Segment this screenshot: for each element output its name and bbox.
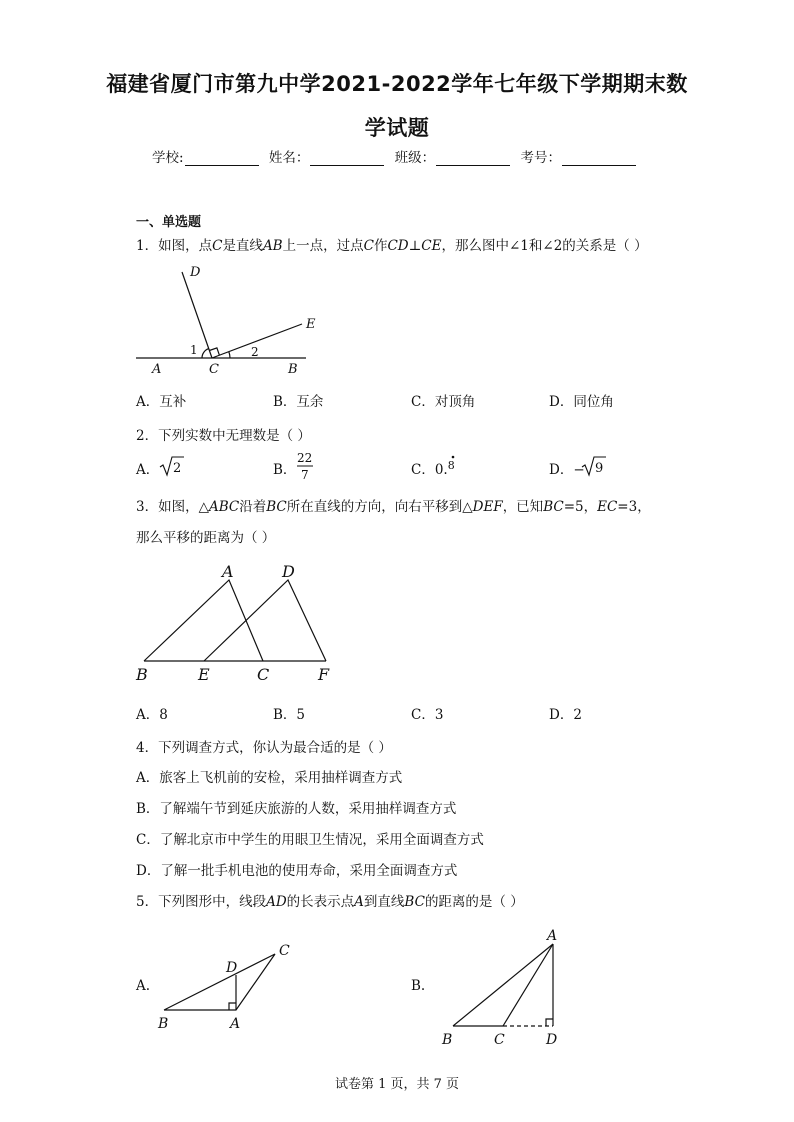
q1-var-ab: AB [262,238,283,254]
q3-text-a: 3．如图，△ [136,499,209,515]
q1-label-angle-2: 2 [251,345,259,359]
q2-option-d-radicand: 9 [595,461,604,476]
q5-text-b: 的长表示点 [286,894,355,910]
q2-option-c-repeating-digit: 8 [447,459,455,472]
q1-option-c[interactable]: C．对顶角 [411,394,476,410]
q1-label-angle-1: 1 [190,343,198,357]
q5-text-c: 到直线 [363,894,405,910]
q3-text-d: ，已知 [502,499,544,515]
q3-var-ec: EC [597,499,618,515]
q4-option-c[interactable]: C．了解北京市中学生的用眼卫生情况，采用全面调查方式 [136,832,484,848]
q5b-label-c: C [494,1032,505,1048]
q3-label-c: C [257,665,270,684]
q3-text-c: 所在直线的方向，向右平移到△ [286,499,473,515]
q3-label-d: D [282,562,295,581]
q1-text-c: 上一点，过点 [282,238,364,254]
q4-option-d[interactable]: D．了解一批手机电池的使用寿命，采用全面调查方式 [136,863,458,879]
q3-var-bc-2: BC [543,499,564,515]
q2-option-b-numerator: 22 [297,451,313,465]
q1-text-e: ，那么图中∠1和∠2的关系是（ ） [441,238,648,254]
exam-title-line-1: 福建省厦门市第九中学2021-2022学年七年级下学期期末数 [106,72,688,96]
q3-text-e: =5， [563,499,598,515]
q5a-label-d: D [226,960,238,976]
q1-text-d: 作 [373,238,388,254]
q5b-label-d: D [546,1032,558,1048]
q3-option-a[interactable]: A．8 [136,707,168,723]
q2-option-c-value: 0. [434,462,448,478]
q5-text-d: 的距离的是（ ） [424,894,524,910]
q2-option-a-label: A． [136,462,160,478]
q3-option-b[interactable]: B．5 [273,707,306,723]
q3-text-f: =3， [617,499,651,515]
q3-var-bc: BC [266,499,287,515]
question-4-stem: 4．下列调查方式，你认为最合适的是（ ） [136,740,392,756]
q3-text-b: 沿着 [239,499,267,515]
q5-var-bc: BC [404,894,425,910]
q3-label-f: F [318,665,330,684]
q5-option-a[interactable]: A. [136,978,151,994]
school-label: 学校: [152,150,184,166]
name-label: 姓名： [268,150,310,166]
q3-var-abc: ABC [208,499,240,515]
q3-label-b: B [136,665,148,684]
q1-label-e: E [306,317,316,332]
q1-option-b[interactable]: B．互余 [273,394,324,410]
q1-label-c: C [209,362,219,377]
q1-var-cdce: CD⊥CE [387,238,442,254]
q5b-segment-ba [453,944,553,1026]
q1-label-a: A [152,362,162,377]
q2-option-b-denominator: 7 [301,468,309,482]
q1-option-a[interactable]: A．互补 [136,394,187,410]
class-label: 班级： [394,150,436,166]
q1-label-b: B [288,362,298,377]
q5a-label-c: C [279,943,290,959]
q1-text-b: 是直线 [222,238,263,254]
q2-option-d-label: D． [549,462,574,478]
question-3-stem-line-2: 那么平移的距离为（ ） [136,530,276,546]
q1-var-c-2: C [363,238,374,254]
q5a-label-a: A [230,1016,241,1032]
q4-option-a[interactable]: A．旅客上飞机前的安检，采用抽样调查方式 [136,770,403,786]
id-label: 考号： [520,150,561,166]
q1-var-c: C [212,238,223,254]
q3-option-c[interactable]: C．3 [411,707,444,723]
q5b-label-b: B [442,1032,453,1048]
q5b-segment-ca [503,944,553,1026]
page-footer: 试卷第 1 页，共 7 页 [334,1077,460,1092]
question-2-stem: 2．下列实数中无理数是（ ） [136,428,311,444]
q1-label-d: D [190,265,201,280]
q5-text-a: 5．下列图形中，线段 [136,894,267,910]
q3-label-e: E [198,665,210,684]
q4-option-b[interactable]: B．了解端午节到延庆旅游的人数，采用抽样调查方式 [136,801,457,817]
q3-label-a: A [222,562,234,581]
exam-title-line-2: 学试题 [364,116,430,140]
q2-option-d-minus: − [573,462,585,478]
q5-option-b[interactable]: B. [411,978,426,994]
q2-option-b-label: B． [273,462,297,478]
q5-var-ad: AD [266,894,287,910]
q2-option-c-label: C． [411,462,435,478]
q5a-label-b: B [158,1016,169,1032]
q5b-right-angle-mark [546,1019,553,1026]
q5b-label-a: A [547,928,558,944]
section-heading: 一、单选题 [136,215,202,230]
q1-option-d[interactable]: D．同位角 [549,394,614,410]
q3-var-def: DEF [472,499,503,515]
q3-option-d[interactable]: D．2 [549,707,582,723]
q5-var-a: A [354,894,364,910]
q1-text-a: 1．如图，点 [136,238,213,254]
q2-option-a-radicand: 2 [173,461,182,476]
